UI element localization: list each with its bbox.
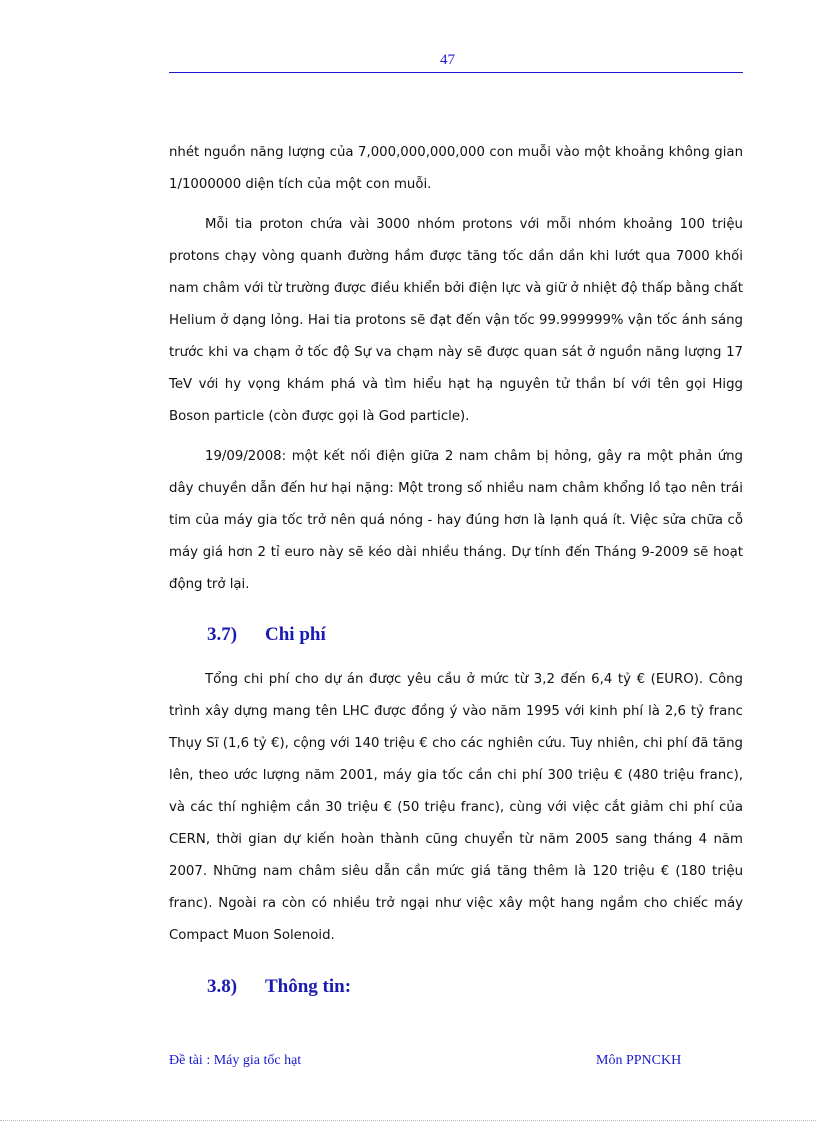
paragraph-proton-beams: Mỗi tia proton chứa vài 3000 nhóm protons với mỗi nhóm khoảng 100 triệu protons chạy vòng quanh đường hầm được tăng tốc dần dần khi lướt qua 7000 khối nam châm với từ trường được điều khiển bởi điện lực và giữ ở nhiệt độ thấp bằng chất Helium ở dạng lỏng. Hai tia protons sẽ đạt đến vận tốc 99.999999% vận tốc ánh sáng trước khi va chạm ở tốc độ Sự va chạm này sẽ được quan sát ở nguồn năng lượng 17 TeV với hy vọng khám phá và tìm hiểu hạt hạ nguyên tử thần bí với tên gọi Higg Boson particle (còn được gọi là God particle). (169, 217, 743, 424)
heading-thong-tin (207, 976, 351, 998)
heading-title: Thông tin: (265, 976, 352, 997)
body-section-b (169, 664, 743, 960)
paragraph-continuation: nhét nguồn năng lượng của 7,000,000,000,000 con muỗi vào một khoảng không gian 1/1000000 diện tích của một con muỗi. (169, 145, 743, 192)
paragraph-costs: Tổng chi phí cho dự án được yêu cầu ở mức từ 3,2 đến 6,4 tỷ € (EURO). Công trình xây dựng mang tên LHC được đồng ý vào năm 1995 với kinh phí là 2,6 tỷ franc Thụy Sĩ (1,6 tỷ €), cộng với 140 triệu € cho các nghiên cứu. Tuy nhiên, chi phí đã tăng lên, theo ước lượng năm 2001, máy gia tốc cần chi phí 300 triệu € (480 triệu franc), và các thí nghiệm cần 30 triệu € (50 triệu franc), cùng với việc cắt giảm chi phí của CERN, thời gian dự kiến hoàn thành cũng chuyển từ năm 2005 sang tháng 4 năm 2007. Những nam châm siêu dẫn cần mức giá tăng thêm là 120 triệu € (180 triệu franc). Ngoài ra còn có nhiều trở ngại như việc xây một hang ngầm cho chiếc máy Compact Muon Solenoid. (169, 672, 743, 943)
header-rule (169, 72, 743, 73)
heading-chi-phi (207, 624, 326, 646)
body-section-a (169, 137, 743, 609)
paragraph-incident: 19/09/2008: một kết nối điện giữa 2 nam châm bị hỏng, gây ra một phản ứng dây chuyền dẫn đến hư hại nặng: Một trong số nhiều nam châm khổng lồ tạo nên trái tim của máy gia tốc trở nên quá nóng - hay đúng hơn là lạnh quá ít. Việc sửa chữa cỗ máy giá hơn 2 tỉ euro này sẽ kéo dài nhiều tháng. Dự tính đến Tháng 9-2009 sẽ hoạt động trở lại. (169, 449, 743, 592)
heading-number: 3.7) (207, 624, 238, 645)
page-number: 47 (440, 52, 455, 68)
footer-course: Môn PPNCKH (596, 1053, 682, 1068)
heading-number: 3.8) (207, 976, 238, 997)
footer-topic: Đề tài : Máy gia tốc hạt (169, 1053, 302, 1068)
heading-title: Chi phí (265, 624, 326, 645)
page-bottom-edge (0, 1120, 816, 1121)
